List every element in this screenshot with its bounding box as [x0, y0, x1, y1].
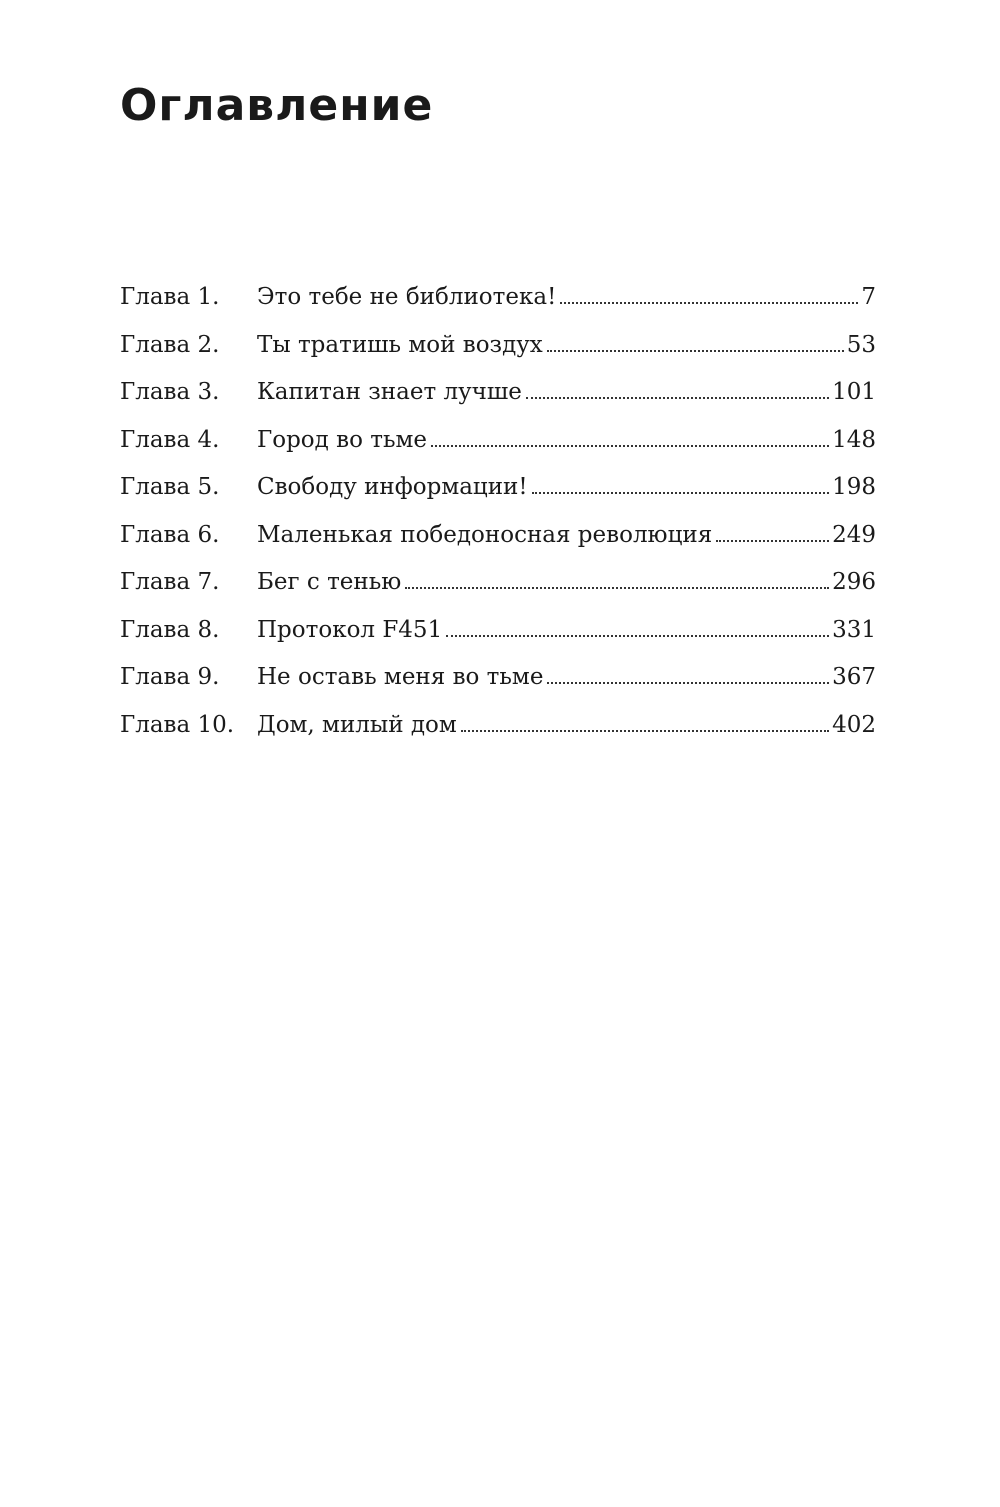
page-number: 249 [832, 521, 876, 548]
toc-entry-7[interactable] [120, 559, 876, 607]
chapter-label: Глава 9. [120, 664, 220, 690]
toc-entry-10[interactable] [120, 702, 876, 750]
chapter-title: Капитан знает лучше [257, 379, 522, 405]
chapter-title: Свободу информации! [257, 474, 528, 500]
toc-entry-1[interactable] [120, 274, 876, 322]
chapter-title: Это тебе не библиотека! [257, 284, 557, 310]
toc-entry-2[interactable] [120, 322, 876, 370]
chapter-label: Глава 5. [120, 474, 220, 500]
chapter-label: Глава 2. [120, 331, 220, 358]
page-number: 148 [832, 426, 876, 453]
page-number: 198 [832, 474, 876, 500]
dot-leader [716, 540, 829, 542]
toc-entry-3[interactable] [120, 369, 876, 417]
chapter-label: Глава 1. [120, 284, 220, 310]
page-number: 367 [832, 664, 876, 690]
chapter-title: Маленькая победоносная революция [257, 521, 713, 548]
dot-leader [446, 635, 829, 637]
chapter-label: Глава 4. [120, 426, 220, 453]
dot-leader [431, 445, 829, 447]
chapter-label: Глава 8. [120, 616, 220, 643]
page-number: 101 [832, 379, 876, 405]
chapter-title: Город во тьме [257, 426, 427, 453]
dot-leader [405, 587, 829, 589]
dot-leader [547, 682, 829, 684]
toc-entry-8[interactable] [120, 607, 876, 655]
toc-entry-5[interactable] [120, 464, 876, 512]
toc-entry-9[interactable] [120, 654, 876, 702]
chapter-title: Дом, милый дом [257, 711, 457, 738]
chapter-label: Глава 10. [120, 711, 235, 738]
page-number: 296 [832, 569, 876, 595]
dot-leader [532, 492, 829, 494]
chapter-title: Не оставь меня во тьме [257, 664, 544, 690]
chapter-label: Глава 7. [120, 569, 220, 595]
chapter-label: Глава 6. [120, 521, 220, 548]
page-number: 7 [861, 284, 876, 310]
page-number: 402 [832, 711, 876, 738]
page-number: 53 [846, 331, 876, 358]
dot-leader [461, 730, 829, 732]
page-title: Оглавление [120, 80, 434, 131]
table-of-contents [120, 274, 876, 749]
toc-entry-4[interactable] [120, 417, 876, 465]
toc-entry-6[interactable] [120, 512, 876, 560]
page-number: 331 [832, 616, 876, 643]
dot-leader [547, 350, 844, 352]
chapter-title: Протокол F451 [257, 616, 443, 643]
chapter-title: Бег с тенью [257, 569, 402, 595]
dot-leader [560, 302, 858, 304]
chapter-title: Ты тратишь мой воздух [257, 331, 543, 358]
dot-leader [526, 397, 829, 399]
chapter-label: Глава 3. [120, 379, 220, 405]
